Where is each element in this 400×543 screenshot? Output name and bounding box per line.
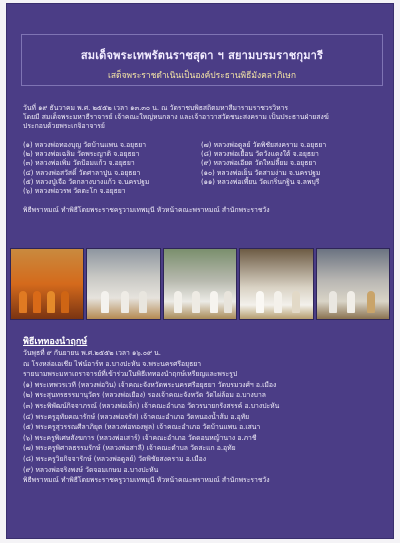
booklet-page: [6, 3, 394, 539]
monk-item: (๕) หลวงปู่เจือ วัดกลางบางแก้ว จ.นครปฐม: [23, 177, 150, 186]
monk-item: (๘) หลวงพ่อเยื้อน วัดวังแดงใต้ จ.อยุธยา: [201, 150, 319, 159]
monk-list-left: [23, 141, 149, 196]
intro-line: ประกอบด้วยพระเกจิอาจารย์: [23, 122, 105, 131]
ceremony-photo: [316, 248, 390, 320]
detail-line: (๔) พระครูอุทัยคณารักษ์ (หลวงพ่อจรัส) เจ้าคณะอำเภอ วัดหนองน้ำส้ม อ.อุทัย: [23, 412, 250, 421]
brahmin-note: พิธีพราหมณ์ ทำพิธีโดยพระราชครูวามเทพมุนี หัวหน้าคณะพราหมณ์ สำนักพระราชวัง: [23, 206, 270, 214]
monk-item: (๑) หลวงพ่อทองบุญ วัดบ้านแพน จ.อยุธยา: [23, 141, 147, 149]
photo-strip: [7, 248, 393, 318]
page-title: สมเด็จพระเทพรัตนราชสุดา ฯ สยามบรมราชกุมารี: [80, 49, 324, 62]
monk-item: (๔) หลวงพ่อสวัสดิ์ วัดศาลาปูน จ.อยุธยา: [23, 168, 141, 177]
intro-block: [23, 104, 329, 132]
monk-list-right: [201, 141, 326, 187]
ceremony-photo: [10, 248, 84, 320]
intro-line: โดยมี สมเด็จพระมหาธีราจารย์ เจ้าคณะใหญ่หนกลาง และเจ้าอาวาสวัดชนะสงคราม เป็นประธานฝ่ายสงฆ์: [23, 113, 329, 122]
detail-line: (๘) พระครูวิยกิจจารักษ์ (หลวงพ่อดูลย์) วัดพิชัยสงคราม อ.เมือง: [23, 454, 207, 463]
detail-line: (๕) พระครูสุวรรณศีลาภิยุต (หลวงพ่อทองพูล) เจ้าคณะอำเภอ วัดบ้านแพน อ.เสนา: [23, 423, 261, 432]
detail-line: (๖) พระครูพิเศษสังฆการ (หลวงพ่อเสาร์) เจ้าคณะอำเภอ วัดดอนหญ้านาง อ.ภาชี: [23, 433, 257, 442]
detail-line: พิธีพราหมณ์ ทำพิธีโดยพระราชครูวามเทพมุนี หัวหน้าคณะพราหมณ์ สำนักพระราชวัง: [23, 476, 270, 485]
detail-line: รายนามพระมหาเถราจารย์ที่เข้าร่วมในพิธีเททองนำฤกษ์เหรียญและพระรูป: [23, 370, 238, 379]
ceremony-photo: [239, 248, 313, 320]
monk-item: (๗) หลวงพ่อดูลย์ วัดพิชัยสงคราม จ.อยุธยา: [201, 141, 327, 149]
detail-line: (๗) พระครูพิศาลธรรมรักษ์ (หลวงพ่อสาลี) เจ้าคณะตำบล วัดสะแก อ.อุทัย: [23, 444, 236, 453]
monk-item: (๙) หลวงพ่อเอียด วัดใหม่ลี้ยม จ.อยุธยา: [201, 159, 317, 168]
monk-item: (๓) หลวงพ่อเพิ่ม วัดป้อมแก้ว จ.อยุธยา: [23, 159, 135, 168]
detail-line: วันพุธที่ ๙ กันยายน พ.ศ.๒๕๕๒ เวลา ๑๖.๐๙ น.: [23, 349, 161, 357]
intro-line: วันที่ ๑๙ ธันวาคม พ.ศ. ๒๕๕๒ เวลา ๑๓.๓๐ น. ณ วัดราชบพิธสถิตมหาสีมารามราชวรวิหาร: [23, 104, 289, 112]
ceremony-photo: [86, 248, 160, 320]
ceremony-photo: [163, 248, 237, 320]
section-title: พิธีเททองนำฤกษ์: [23, 337, 88, 347]
detail-line: ณ โรงหล่อเอเชีย ไฟน์อาร์ท อ.บางปะหัน จ.พระนครศรีอยุธยา: [23, 359, 202, 368]
detail-line: (๙) หลวงพ่อจริงพงษ์ วัดจอมเกษม อ.บางปะหัน: [23, 465, 159, 474]
monk-item: (๒) หลวงพ่อเฉลิม วัดพระญาติ จ.อยุธยา: [23, 150, 140, 159]
monk-item: (๑๐) หลวงพ่อเย็น วัดสามง่าม จ.นครปฐม: [201, 168, 321, 177]
detail-line: (๒) พระสุนทรธรรมานุวัตร (หลวงพ่อเยือง) รองเจ้าคณะจังหวัด วัดไผ่ล้อม อ.บางบาล: [23, 391, 266, 400]
monk-item: (๑๑) หลวงพ่อเพี้ยน วัดเกริ่นกฐิน จ.ลพบุรี: [201, 177, 320, 186]
detail-line: (๓) พระพิพัฒน์กิจจาภรณ์ (หลวงพ่อเล็ก) เจ้าคณะอำเภอ วัดวรนายกรังสรรค์ อ.บางปะหัน: [23, 401, 280, 410]
detail-line: (๑) พระเทพวรเวที (หลวงพ่อวิน) เจ้าคณะจังหวัดพระนครศรีอยุธยา วัดบรมวงศ์ฯ อ.เมือง: [23, 380, 277, 389]
monk-item: (๖) หลวงพ่อวรพ วัดตะโก จ.อยุธยา: [23, 187, 126, 196]
casting-ceremony-details: [23, 348, 279, 486]
page-subtitle: เสด็จพระราชดำเนินเป็นองค์ประธานพิธีมังคลาภิเษก: [107, 71, 297, 81]
title-box: [21, 34, 383, 86]
